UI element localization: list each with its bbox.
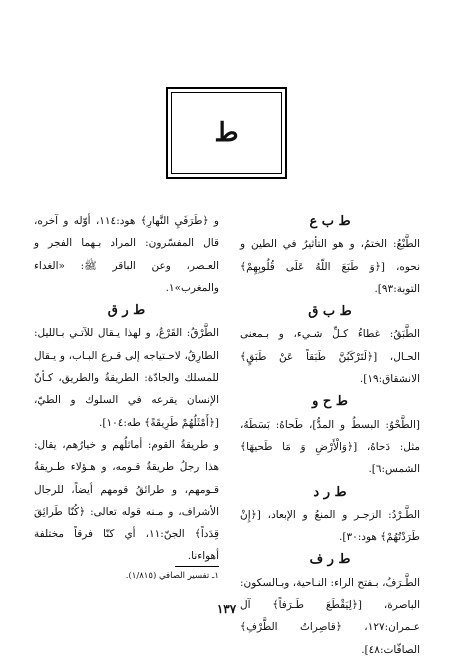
- entry-head: ط ر د: [313, 484, 347, 500]
- entry-text: الطَّرْقُ: القَرْعُ، و لهذا يـقال للآتـي بـالليل: الطارِقُ، لاحـتياجه إلى قـرع البـاب، و يـقال للمسلك والجادّة: الطريقةُ والطريق، كـأنّ الإنسان يقرعه في السلوك و الطيّ، [﴿أَمْثَلُهُمْ طَرِيقَةً﴾ طه:١٠٤].: [34, 327, 219, 429]
- entry-text: الطَّـرْدُ: الزجـر و المنعُ و الإبعاد، [﴿إِنْ طَرَدْتُهُمْ﴾ هود:٣٠].: [240, 508, 420, 544]
- entry-text: الطَّبْعُ: الختمُ، و هو التأثيرُ في الطين و نحوه، [﴿وَ طَبَعَ اللّهُ عَلَى قُلُوبِهِمْ﴾ التوبة:٩٣].: [240, 238, 420, 295]
- entry-head: ط ر ق: [107, 303, 146, 319]
- right-column: [240, 210, 420, 661]
- entry-head: ط ب ع: [309, 214, 351, 229]
- entry-text: و ﴿طَرَفَيِ النَّهارِ﴾ هود:١١٤، أوّله و آخره، قال المفسّرون: المراد بـهما الفجر و العـصر، وعن الباقر ﷺ: «الغداء والمغرب»١.: [34, 215, 219, 294]
- entry-head: ط ر ف: [309, 552, 351, 568]
- entry-head: ط ب ق: [308, 304, 352, 320]
- entry-text: [الطَّحْوُ: البسطُ و المدُّ]، طَحاهُ: بَسَطَهُ، مثل: دَحاهُ، [﴿وَالْأَرْضِ وَ مَا طَحيهَا﴾ الشمس:٦].: [240, 418, 420, 476]
- footnote-divider: [175, 566, 219, 567]
- letter-frame: [166, 87, 287, 179]
- page-number: ١٣٧: [216, 602, 237, 616]
- footnote: ١ـ تفسير الصافي (١/٨١٥).: [125, 571, 219, 581]
- left-column: [34, 210, 219, 568]
- section-letter: ط: [214, 118, 239, 148]
- letter-frame-inner: [171, 92, 282, 174]
- entry-text: الطَّبَقُ: غطاءُ كـلِّ شـيء، و بـمعنى الحـال، [﴿لَتَرْكَبُنَّ طَبَقاً عَنْ طَبَقٍ﴾ الانشقاق:١٩].: [240, 328, 420, 386]
- entry-head: ط ح و: [312, 394, 348, 410]
- entry-text: و طريقةُ القوم: أماثلُهم و خيارُهم، يقال: هذا رجلُ طريقةُ قـومه، و هـؤلاء طـريقةُ قـومهم، و طرائقُ قومهم أيضاً، للرجال الأشراف، و مـنه قوله تعالى: ﴿كُنّا طَرائِقَ قِدَداً﴾ الجنّ:١١، أي كنّا فرقاً مختلفة أهواءنا.: [34, 438, 220, 563]
- entry-text: الطَّـرَفُ، بـفتح الراء: النـاحية، وبـالسكون: الباصرة، [﴿لِيَقْطَعَ طَـرَفاً﴾ آل عـمران:١٢٧، ﴿قاصِراتُ الطَّرْفِ﴾ الصافّات:٤٨].: [240, 576, 420, 656]
